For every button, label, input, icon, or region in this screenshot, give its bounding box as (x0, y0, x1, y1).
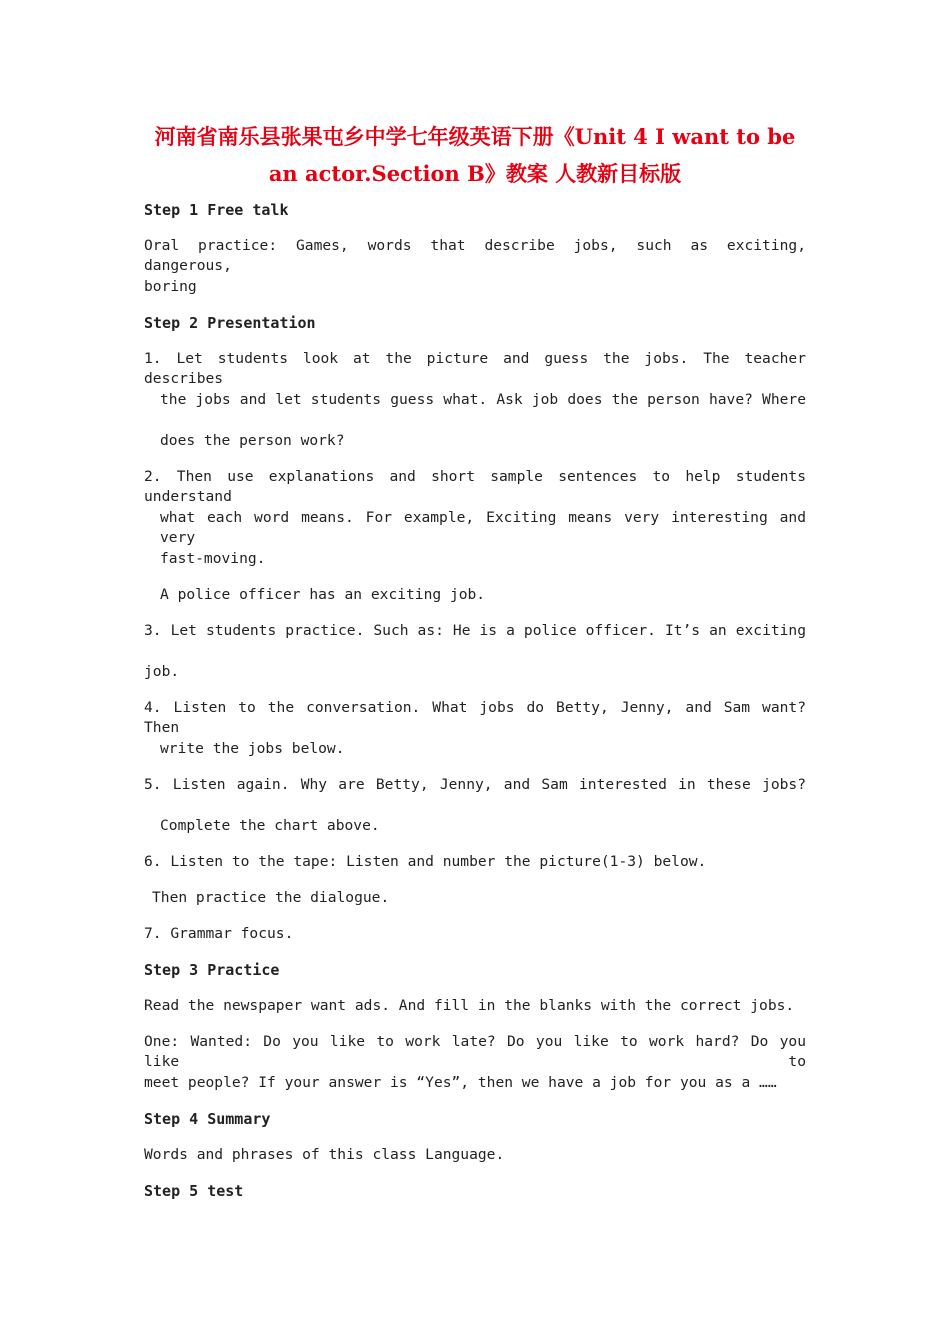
step2-item6-line-1: 6. Listen to the tape: Listen and number the picture(1-3) below. (144, 853, 707, 870)
step2-item1-line-3: does the person work? (160, 432, 345, 449)
step3-heading: Step 3 Practice (144, 961, 280, 979)
step4-heading: Step 4 Summary (144, 1110, 271, 1128)
step2-item4-line-2: write the jobs below. (160, 740, 345, 757)
title-line-2: an actor.Section B》教案 人教新目标版 (268, 161, 682, 186)
step1-line-2: boring (144, 278, 197, 295)
step2-item2-line-3: fast-moving. (160, 550, 266, 567)
step3-line-1: Read the newspaper want ads. And fill in the blanks with the correct jobs. (144, 997, 795, 1014)
step3-line-2: One: Wanted: Do you like to work late? Do you like to work hard? Do you like to (144, 1033, 806, 1070)
step2-item3-line-2: job. (144, 663, 180, 680)
document-title (120, 118, 830, 192)
step2-item4-line-1: 4. Listen to the conversation. What jobs do Betty, Jenny, and Sam want? Then (144, 699, 806, 736)
step2-item1-line-2: the jobs and let students guess what. Ask job does the person have? Where (160, 391, 806, 408)
step1-heading: Step 1 Free talk (144, 201, 289, 219)
step2-item2-line-1: 2. Then use explanations and short sample sentences to help students understand (144, 468, 806, 505)
step4-line-1: Words and phrases of this class Language. (144, 1146, 505, 1163)
step2-item5-line-2: Complete the chart above. (160, 817, 380, 834)
step2-item3-line-1: 3. Let students practice. Such as: He is a police officer. It’s an exciting (144, 622, 806, 639)
step2-item5-line-1: 5. Listen again. Why are Betty, Jenny, and Sam interested in these jobs? (144, 776, 806, 793)
step2-item6-line-2: Then practice the dialogue. (152, 889, 390, 906)
step1-line-1: Oral practice: Games, words that describe jobs, such as exciting, dangerous, (144, 237, 806, 274)
step2-item1-line-1: 1. Let students look at the picture and guess the jobs. The teacher describes (144, 350, 806, 387)
step2-item2-line-2: what each word means. For example, Exciting means very interesting and very (160, 509, 806, 546)
step2-item2-line-4: A police officer has an exciting job. (160, 586, 486, 603)
step5-heading: Step 5 test (144, 1182, 244, 1200)
title-line-1: 河南省南乐县张果屯乡中学七年级英语下册《Unit 4 I want to be (154, 124, 796, 149)
step2-item7: 7. Grammar focus. (144, 925, 294, 942)
step3-line-3: meet people? If your answer is “Yes”, then we have a job for you as a …… (144, 1074, 777, 1091)
step2-heading: Step 2 Presentation (144, 314, 316, 332)
